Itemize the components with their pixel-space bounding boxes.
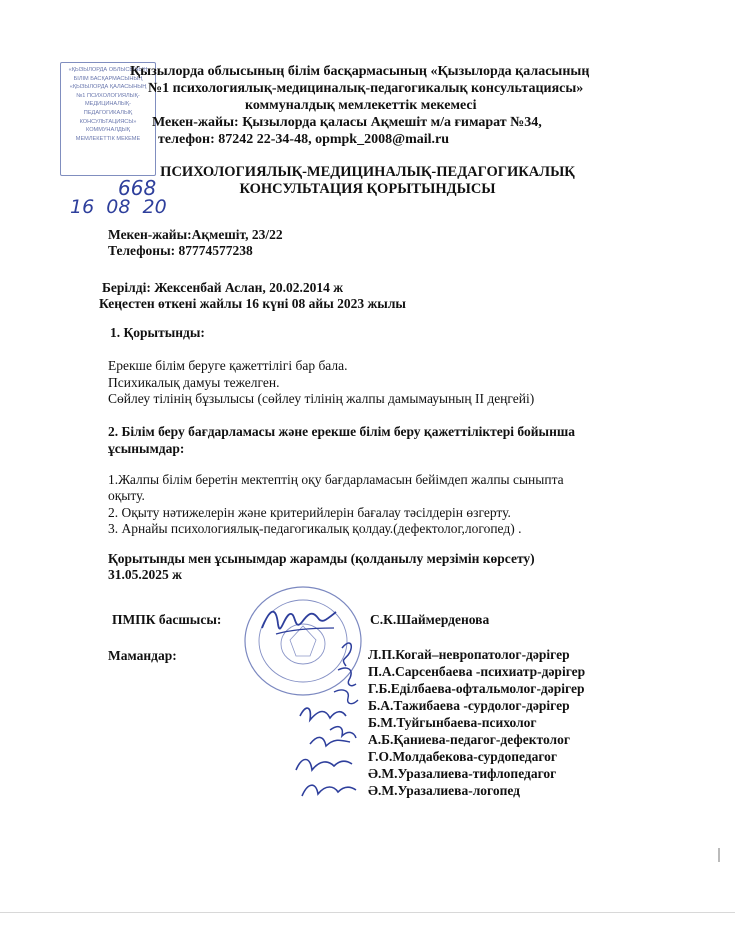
- specialist-item: Ә.М.Уразалиева-логопед: [368, 783, 520, 798]
- head-role: ПМПК басшысы:: [112, 612, 222, 627]
- contact-phone: Телефоны: 87774577238: [108, 243, 253, 258]
- stamp-line: МЕМЛЕКЕТТІК МЕКЕМЕ: [75, 135, 141, 142]
- specialists-label: Мамандар:: [108, 648, 177, 663]
- conclusion-item: Ерекше білім беруге қажеттілігі бар бала.: [108, 358, 348, 373]
- specialist-item: Л.П.Когай–невропатолог-дәрігер: [368, 647, 570, 662]
- recommendation-item: 2. Оқыту нәтижелерін және критерийлерін бағалау тәсілдерін өзгерту.: [108, 505, 511, 520]
- section-1-heading: 1. Қорытынды:: [110, 325, 205, 340]
- document-title-line-2: КОНСУЛЬТАЦИЯ ҚОРЫТЫНДЫСЫ: [239, 181, 496, 197]
- section-2-heading-line-2: ұсынымдар:: [108, 441, 185, 456]
- scan-edge: [0, 912, 735, 913]
- header-line-2: №1 психологиялық-медициналық-педагогикалық консультациясы»: [148, 81, 584, 96]
- contact-address: Мекен-жайы:Ақмешіт, 23/22: [108, 227, 283, 242]
- stamp-line: «ҚЫЗЫЛОРДА ҚАЛАСЫНЫҢ: [69, 84, 147, 91]
- recommendation-item: оқыту.: [108, 488, 145, 503]
- issued-to: Берілді: Жексенбай Аслан, 20.02.2014 ж: [102, 280, 344, 295]
- specialist-item: П.А.Сарсенбаева -психиатр-дәрігер: [368, 664, 586, 679]
- stamp-line: БІЛІМ БАСҚАРМАСЫНЫҢ: [73, 75, 143, 82]
- specialist-item: Б.А.Тажибаева -сурдолог-дәрігер: [368, 698, 570, 713]
- stamp-line: КОММУНАЛДЫҚ: [86, 127, 130, 134]
- header-address: Мекен-жайы: Қызылорда қаласы Ақмешіт м/а ғимарат №34,: [152, 115, 542, 130]
- scan-mark: [718, 848, 720, 862]
- stamp-line: №1 ПСИХОЛОГИЯЛЫҚ-: [76, 92, 140, 99]
- validity-line-1: Қорытынды мен ұсынымдар жарамды (қолданылу мерзімін көрсету): [108, 551, 535, 566]
- stamp-line: «ҚЫЗЫЛОРДА ОБЛЫСЫНЫҢ: [68, 67, 148, 73]
- head-name: С.К.Шаймерденова: [370, 612, 490, 627]
- document-title-line-1: ПСИХОЛОГИЯЛЫҚ-МЕДИЦИНАЛЫҚ-ПЕДАГОГИКАЛЫҚ: [160, 164, 575, 180]
- specialist-item: Г.О.Молдабекова-сурдопедагог: [368, 749, 558, 764]
- specialist-signatures-icon: [290, 636, 366, 816]
- consult-date: Кеңестен өткені жайлы 16 күні 08 айы 2023 жылы: [99, 296, 406, 311]
- recommendation-item: 3. Арнайы психологиялық-педагогикалық қолдау.(дефектолог,логопед) .: [108, 521, 522, 536]
- registration-date: 16 08 20: [70, 196, 167, 218]
- section-2-heading-line-1: 2. Білім беру бағдарламасы және ерекше білім беру қажеттіліктері бойынша: [108, 424, 576, 439]
- header-line-3: коммуналдық мемлекеттік мекемесі: [245, 98, 477, 113]
- specialist-item: Б.М.Туйгынбаева-психолог: [368, 715, 537, 730]
- stamp-line: КОНСУЛЬТАЦИЯСЫ»: [79, 118, 137, 125]
- validity-date: 31.05.2025 ж: [108, 567, 182, 582]
- specialist-item: Ә.М.Уразалиева-тифлопедагог: [368, 766, 557, 781]
- registration-number: 668: [118, 176, 157, 200]
- specialist-item: Г.Б.Еділбаева-офтальмолог-дәрігер: [368, 681, 585, 696]
- stamp-line: МЕДИЦИНАЛЫҚ-: [85, 101, 131, 108]
- header-phone: телефон: 87242 22-34-48, opmpk_2008@mail.ru: [158, 132, 450, 147]
- specialist-item: А.Б.Қаниева-педагог-дефектолог: [368, 732, 570, 747]
- conclusion-item: Психикалық дамуы тежелген.: [108, 375, 280, 390]
- conclusion-item: Сөйлеу тілінің бұзылысы (сөйлеу тілінің жалпы дамымауының II деңгейі): [108, 391, 535, 406]
- stamp-line: ПЕДАГОГИКАЛЫҚ: [83, 109, 133, 116]
- header-line-1: Қызылорда облысының білім басқармасының «Қызылорда қаласының: [130, 64, 590, 79]
- recommendation-item: 1.Жалпы білім беретін мектептің оқу бағдарламасын бейімдеп жалпы сыныпта: [108, 472, 564, 487]
